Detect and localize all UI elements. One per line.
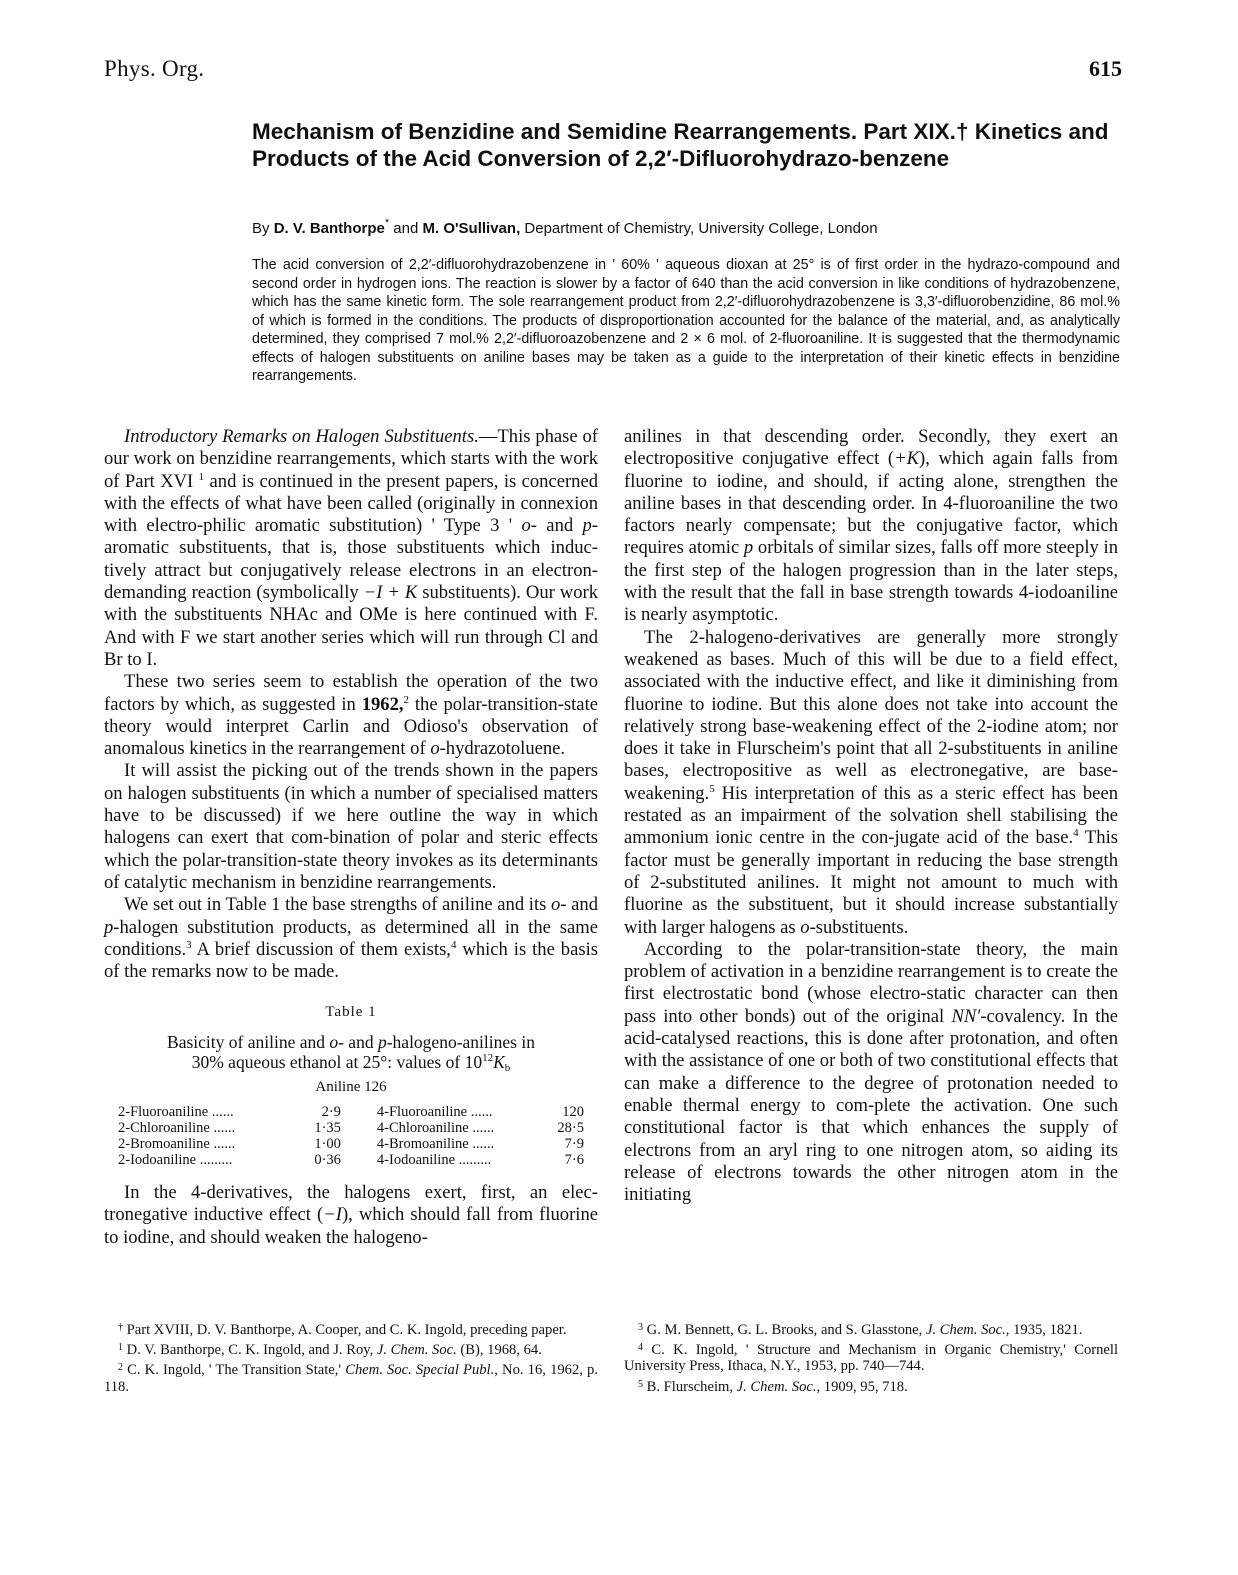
text: NN′ xyxy=(951,1005,981,1027)
text: -covalency. In the acid-catalysed reactions, this is done after protonation, and often with the assistance of one or both of two constitutional effects that can make a difference to the degree of protonation needed to enable thermal energy to com-plete the activation. One such constitutional factor is that which enhances the supply of electrons from an aryl ring to one nitrogen atom, so aiding its release of electrons towards the other nitrogen atom in the initiating xyxy=(624,1005,1118,1206)
footnote xyxy=(104,1322,598,1338)
page-number: 615 xyxy=(1089,56,1122,81)
footnote xyxy=(624,1342,1118,1374)
table-label: Table 1 xyxy=(325,1004,377,1021)
table-cell: 2·9 xyxy=(321,1104,341,1121)
byline-prefix: By xyxy=(252,220,270,237)
paragraph xyxy=(624,627,1118,939)
paragraph xyxy=(104,426,598,671)
footnote-mark: 1 xyxy=(118,1342,123,1354)
byline xyxy=(252,219,1132,239)
paragraph xyxy=(104,671,598,760)
text: We set out in Table 1 the base strengths of aniline and its xyxy=(124,894,552,916)
table-row xyxy=(118,1152,584,1168)
text: −I + K xyxy=(363,582,418,604)
text: -hydrazotoluene. xyxy=(439,738,566,760)
byline-and: and xyxy=(393,220,419,237)
text: p xyxy=(743,537,754,559)
text: and is continued in the present papers, is concerned with the effects of what have been called (originally in connexion with electro-philic aromatic substitution) ' Type 3 ' xyxy=(104,470,598,537)
footnote xyxy=(624,1379,1118,1395)
text: o xyxy=(521,515,531,537)
text: J. Chem. Soc. xyxy=(925,1322,1006,1338)
text: o xyxy=(430,738,440,760)
text: Basicity of aniline and xyxy=(167,1031,330,1052)
table-row xyxy=(118,1136,584,1152)
text: the polar-transition-state theory would interpret Carlin and Odioso's observation of anomalous kinetics in the rearrangement of xyxy=(104,693,598,760)
table-1 xyxy=(104,1001,598,1168)
text: — xyxy=(478,426,498,447)
text: G. M. Bennett, G. L. Brooks, and S. Glasstone, xyxy=(643,1322,926,1338)
text: p xyxy=(377,1031,387,1052)
paragraph xyxy=(624,939,1118,1207)
text: This factor must be generally important in reducing the base strength of 2-substituted anilines. It might not amount to much with fluorine as the substituent, but it should increase substantially with larger halogens as xyxy=(624,827,1118,938)
text: B. Flurscheim, xyxy=(643,1378,737,1395)
aniline-value: Aniline 126 xyxy=(315,1078,387,1095)
footnotes-left xyxy=(104,1322,598,1399)
text: o xyxy=(329,1031,339,1052)
footnote-mark: 2 xyxy=(118,1362,123,1374)
footnote xyxy=(104,1362,598,1394)
table-caption xyxy=(104,1032,598,1072)
footnote-mark: 5 xyxy=(638,1378,643,1390)
ref: 5 xyxy=(709,782,715,795)
ref: 4 xyxy=(450,938,457,951)
text: C. K. Ingold, ' Structure and Mechanism in Organic Chemistry,' Cornell University Press, Ithaca, N.Y., 1953, pp. 740—744. xyxy=(624,1342,1118,1375)
text: 30% aqueous ethanol at 25°: values of 10 xyxy=(191,1051,483,1072)
table-row xyxy=(118,1120,584,1136)
footnote-mark: 4 xyxy=(638,1342,643,1354)
right-column xyxy=(624,426,1118,1206)
author-2: M. O'Sullivan, xyxy=(422,220,521,237)
text: - and xyxy=(530,515,583,537)
ref: 2 xyxy=(403,693,410,706)
table-cell: 2-Chloroaniline ...... xyxy=(118,1120,236,1137)
text: ), which should fall from fluorine to iodine, and should weaken the halogeno- xyxy=(104,1204,598,1248)
text: +K xyxy=(894,448,920,470)
table-row xyxy=(118,1104,584,1120)
text: -halogen substitution products, as determined all in the same conditions. xyxy=(104,916,598,960)
text: ), which again falls from fluorine to iodine, and should, if acting alone, strengthen the aniline bases in that descending order. In 4-fluoroaniline the two factors nearly compensate; but the conjugative factor, which requires atomic xyxy=(624,448,1119,559)
ref: 3 xyxy=(186,938,192,951)
text: A brief discussion of them exists, xyxy=(191,938,451,960)
journal-name: Phys. Org. xyxy=(104,56,205,81)
table-cell: 1·35 xyxy=(314,1120,341,1137)
table-cell: 28·5 xyxy=(557,1120,584,1137)
paragraph xyxy=(104,1182,598,1249)
footnote-mark: 3 xyxy=(638,1322,643,1333)
text: o xyxy=(551,894,561,916)
footnote xyxy=(104,1342,598,1358)
text: - and xyxy=(560,894,598,916)
text: Chem. Soc. Special Publ. xyxy=(345,1362,495,1379)
text: K xyxy=(493,1051,505,1072)
text: substituents). Our work with the substituents NHAc and OMe is here continued with F. And with F we start another series which will run through Cl and Br to I. xyxy=(104,582,598,670)
text: -halogeno-anilines in xyxy=(386,1031,535,1052)
paragraph: It will assist the picking out of the trends shown in the papers on halogen substituents (in which a number of specialised matters have to be discussed) if we here outline the way in which halogens can exert that com-bination of polar and steric effects which the polar-transition-state theory invokes as its determinants of catalytic mechanism in benzidine rearrangements. xyxy=(104,760,598,893)
abstract: The acid conversion of 2,2′-difluorohydrazobenzene in ' 60% ' aqueous dioxan at 25° is of first order in the hydrazo-compound and second order in hydrogen ions. The reaction is slower by a factor of 640 than the acid conversion in like conditions of hydrazobenzene, which has the same kinetic form. The sole rearrangement product from 2,2′-difluorohydrazobenzene is 3,3′-difluorobenzidine, 86 mol.% of which is formed in the conditions. The products of disproportionation accounted for the balance of the material, and, as analytically determined, they comprised 7 mol.% 2,2′-difluoroazobenzene and 2 × 6 mol. of 2-fluoroaniline. It is suggested that the thermodynamic effects of halogen substituents on aniline bases may be taken as a guide to the interpretation of their kinetic effects in benzidine rearrangements. xyxy=(252,257,1120,384)
text: o xyxy=(800,916,810,938)
text: J. Chem. Soc. xyxy=(736,1378,817,1395)
table-cell: 120 xyxy=(562,1104,584,1121)
text: This phase of our work on benzidine rearrangements, which starts with the work of Part XVI xyxy=(104,426,598,492)
table-cell: 7·6 xyxy=(564,1152,584,1169)
text: , 1909, 95, 718. xyxy=(816,1378,908,1395)
text: 1962, xyxy=(361,693,404,715)
table-cell: 4-Chloroaniline ...... xyxy=(376,1120,495,1137)
paragraph xyxy=(104,894,598,983)
ref: 1 xyxy=(198,470,205,483)
table-cell: 2-Bromoaniline ...... xyxy=(118,1136,236,1153)
text: D. V. Banthorpe, C. K. Ingold, and J. Roy, xyxy=(123,1342,377,1359)
text: -aromatic substituents, that is, those substituents which induc-tively attract but conjugatively release electrons in an electron-demanding reaction (symbolically xyxy=(104,515,598,604)
text: orbitals of similar sizes, falls off more steeply in the first step of the halogen progression than in the later steps, with the result that the fall in base strength towards 4-iodoaniline is nearly asymptotic. xyxy=(624,537,1118,626)
table-cell: 1·00 xyxy=(314,1136,341,1153)
table-cell: 2-Iodoaniline ......... xyxy=(118,1152,233,1169)
article-title: Mechanism of Benzidine and Semidine Rearrangements. Part XIX.† Kinetics and Products of the Acid Conversion of 2,2′-Difluorohydrazo-benzene xyxy=(252,119,1109,171)
text: Part XVIII, D. V. Banthorpe, A. Cooper, and C. K. Ingold, preceding paper. xyxy=(123,1322,567,1338)
section-heading: Introductory Remarks on Halogen Substituents. xyxy=(124,426,479,447)
table-body xyxy=(118,1104,584,1168)
footnotes-right xyxy=(624,1322,1118,1399)
text: These two series seem to establish the operation of the two factors by which, as suggested in xyxy=(104,671,598,715)
table-cell: 0·36 xyxy=(314,1152,341,1169)
text: , 1935, 1821. xyxy=(1005,1322,1083,1338)
table-cell: 4-Iodoaniline ......... xyxy=(376,1152,492,1169)
text: C. K. Ingold, ' The Transition State,' xyxy=(123,1362,346,1379)
text: His interpretation of this as a steric effect has been restated as an impairment of the solvation shell stabilising the ammonium ionic centre in the con-jugate acid of the base. xyxy=(624,782,1118,849)
text: According to the polar-transition-state theory, the main problem of activation in a benzidine rearrangement is to create the first electrostatic bond (whose electro-static character can then pass into other bonds) out of the original xyxy=(624,938,1118,1027)
basicity-table xyxy=(118,1104,584,1168)
table-cell: 4-Fluoroaniline ...... xyxy=(376,1104,493,1121)
footnote xyxy=(624,1322,1118,1338)
footnote-mark: † xyxy=(118,1322,123,1333)
left-column xyxy=(104,426,598,1249)
table-cell: 7·9 xyxy=(564,1136,584,1153)
text: which is the basis of the remarks now to be made. xyxy=(104,938,598,983)
text: 12 xyxy=(482,1051,494,1064)
text: p xyxy=(104,916,114,938)
text: anilines in that descending order. Secondly, they exert an electropositive conjugative effect ( xyxy=(624,426,1118,470)
text: In the 4-derivatives, the halogens exert, first, an elec-tronegative inductive effect ( xyxy=(104,1182,598,1226)
text: , No. 16, 1962, p. 118. xyxy=(104,1362,598,1395)
text: p xyxy=(582,515,592,537)
table-cell: 2-Fluoroaniline ...... xyxy=(118,1104,234,1121)
text: (B), 1968, 64. xyxy=(456,1342,542,1359)
affiliation: Department of Chemistry, University College, London xyxy=(524,220,878,237)
text: b xyxy=(504,1061,511,1074)
corresponding-star: * xyxy=(384,217,390,229)
text: -substituents. xyxy=(809,916,909,938)
author-1: D. V. Banthorpe xyxy=(273,220,385,237)
table-cell: 4-Bromoaniline ...... xyxy=(376,1136,495,1153)
text: J. Chem. Soc. xyxy=(376,1342,457,1359)
text: - and xyxy=(338,1031,378,1052)
text: The 2-halogeno-derivatives are generally more strongly weakened as bases. Much of this will be due to a field effect, associated with the inductive effect, and like it diminishing from fluorine to iodine. But this alone does not take into account the relatively strong base-weakening effect of the 2-iodine atom; nor does it take in Flurscheim's point that all 2-substituents in aniline bases, electropositive as well as electronegative, are base-weakening. xyxy=(624,626,1118,804)
paragraph xyxy=(624,426,1118,627)
ref: 4 xyxy=(1073,827,1079,840)
text: −I xyxy=(323,1204,342,1226)
